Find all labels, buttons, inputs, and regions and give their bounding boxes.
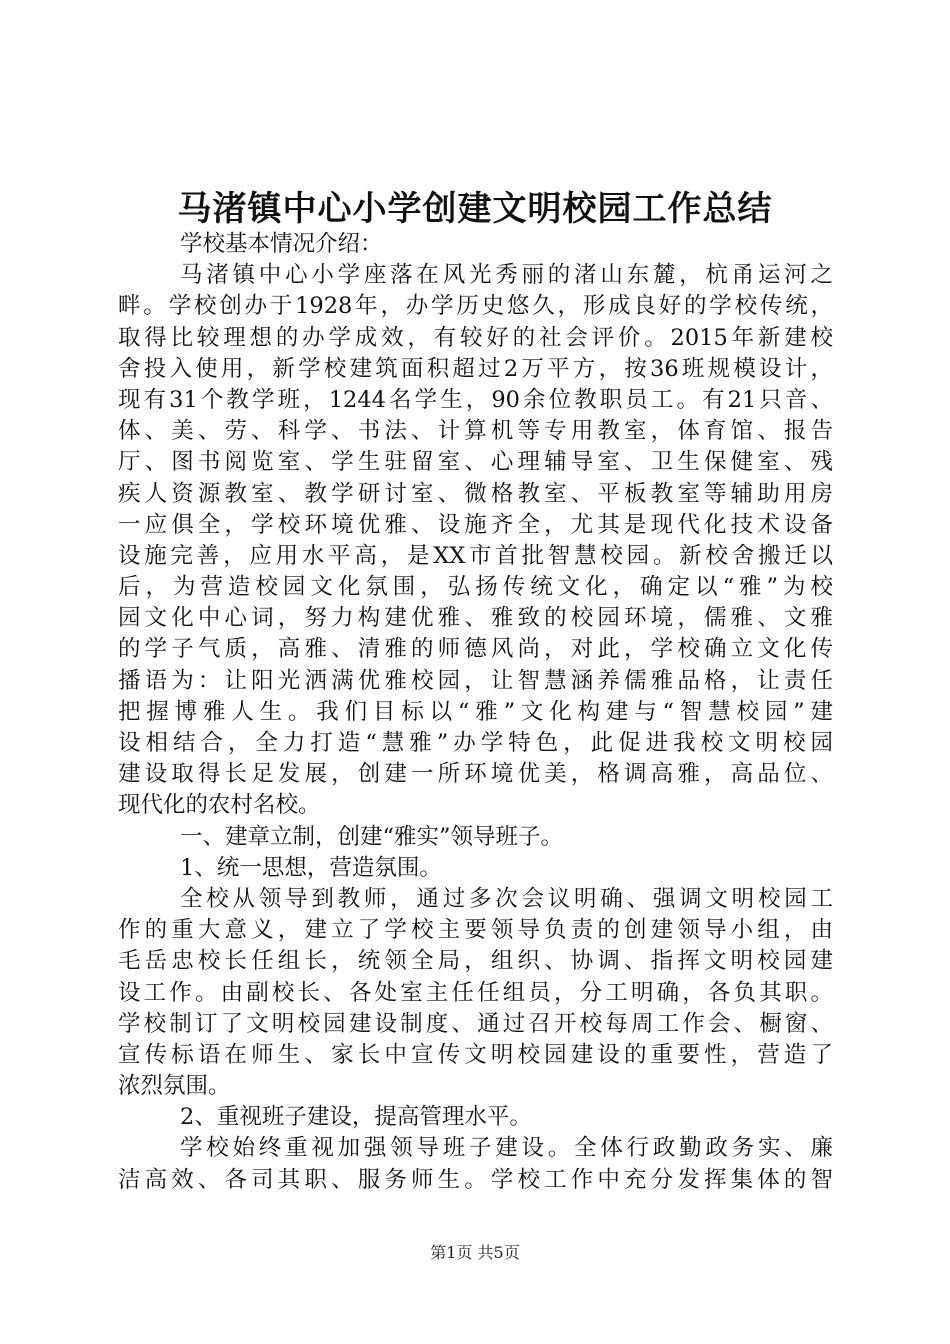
text-line: 设施完善，应用水平高，是XX市首批智慧校园。新校舍搬迁以 (118, 542, 833, 569)
text-line: 毛岳忠校长任组长，统领全局，组织、协调、指挥文明校园建 (118, 948, 833, 975)
text-line: 疾人资源教室、教学研讨室、微格教室、平板教室等辅助用房 (118, 480, 833, 507)
text-line: 全校从领导到教师，通过多次会议明确、强调文明校园工 (180, 885, 833, 912)
text-line: 洁高效、各司其职、服务师生。学校工作中充分发挥集体的智 (118, 1166, 833, 1193)
text-line: 宣传标语在师生、家长中宣传文明校园建设的重要性，营造了 (118, 1041, 833, 1068)
text-line: 设相结合，全力打造“慧雅”办学特色，此促进我校文明校园 (118, 730, 833, 756)
text-line: 马渚镇中心小学座落在风光秀丽的渚山东麓，杭甬运河之 (180, 262, 833, 289)
document-title: 马渚镇中心小学创建文明校园工作总结 (177, 189, 773, 229)
text-line: 舍投入使用，新学校建筑面积超过2万平方，按36班规模设计， (118, 355, 833, 382)
text-line: 取得比较理想的办学成效，有较好的社会评价。2015年新建校 (118, 324, 833, 351)
document-body (118, 229, 833, 1196)
text-line: 学校基本情况介绍： (180, 231, 383, 257)
text-line: 学校制订了文明校园建设制度、通过召开校每周工作会、橱窗、 (118, 1010, 833, 1037)
text-line: 厅、图书阅览室、学生驻留室、心理辅导室、卫生保健室、残 (118, 449, 833, 476)
text-line: 一、建章立制，创建“雅实”领导班子。 (180, 823, 564, 850)
text-line: 后，为营造校园文化氛围，弘扬传统文化，确定以“雅”为校 (118, 574, 833, 601)
text-line: 学校始终重视加强领导班子建设。全体行政勤政务实、廉 (180, 1135, 833, 1162)
text-line: 体、美、劳、科学、书法、计算机等专用教室，体育馆、报告 (118, 418, 833, 445)
text-line: 现代化的农村名校。 (118, 792, 321, 819)
text-line: 浓烈氛围。 (118, 1073, 231, 1100)
text-line: 作的重大意义，建立了学校主要领导负责的创建领导小组，由 (118, 917, 833, 944)
text-line: 的学子气质，高雅、清雅的师德风尚，对此，学校确立文化传 (118, 636, 833, 663)
page-footer: 第1页 共5页 (430, 1243, 520, 1262)
text-line: 畔。学校创办于1928年，办学历史悠久，形成良好的学校传统， (118, 293, 833, 320)
text-line: 把握博雅人生。我们目标以“雅”文化构建与“智慧校园”建 (118, 698, 833, 725)
text-line: 播语为：让阳光洒满优雅校园，让智慧涵养儒雅品格，让责任 (118, 667, 833, 694)
text-line: 1、统一思想，营造氛围。 (180, 854, 442, 881)
text-line: 建设取得长足发展，创建一所环境优美，格调高雅，高品位、 (118, 761, 833, 788)
text-line: 一应俱全，学校环境优雅、设施齐全，尤其是现代化技术设备 (118, 511, 833, 538)
text-line: 2、重视班子建设，提高管理水平。 (180, 1104, 532, 1131)
text-line: 园文化中心词，努力构建优雅、雅致的校园环境，儒雅、文雅 (118, 605, 833, 632)
text-line: 设工作。由副校长、各处室主任任组员，分工明确，各负其职。 (118, 979, 833, 1006)
text-line: 现有31个教学班，1244名学生，90余位教职员工。有21只音、 (118, 386, 833, 413)
